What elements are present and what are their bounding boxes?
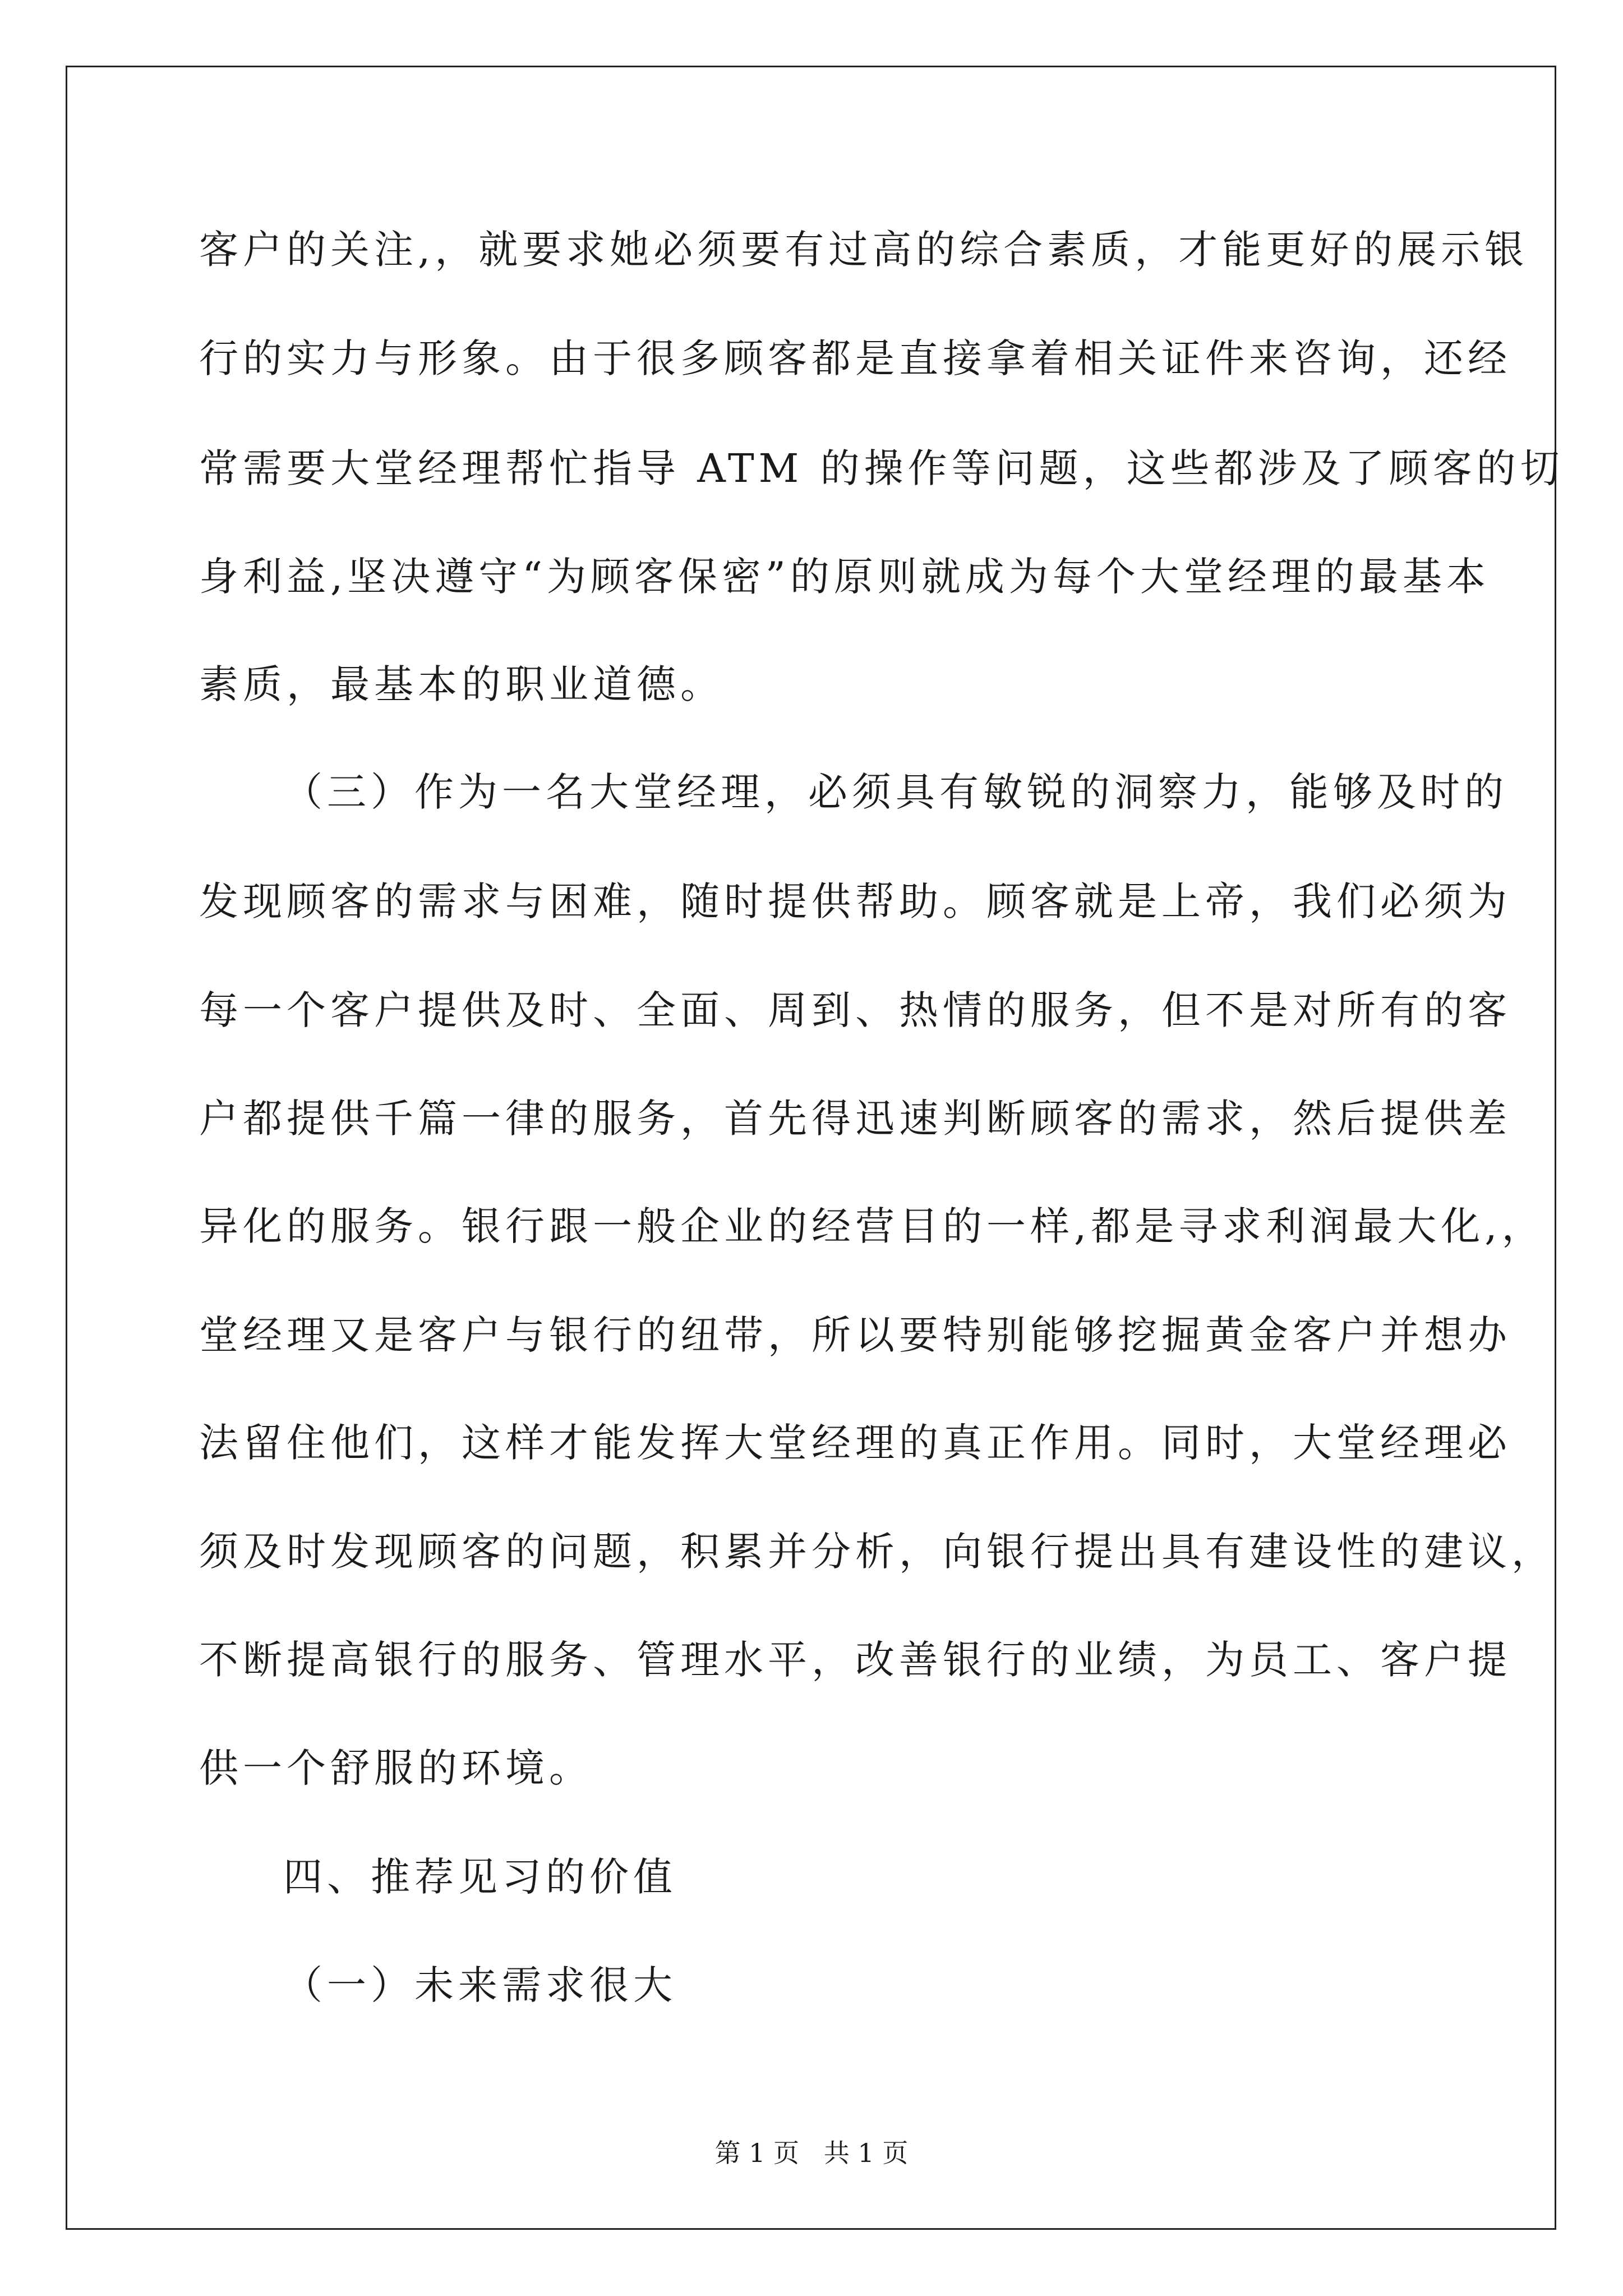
body-line-13: 须及时发现顾客的问题，积累并分析，向银行提出具有建设性的建议， <box>199 1529 1555 1575</box>
page-footer: 第 1 页 共 1 页 <box>714 2138 909 2168</box>
page-border <box>66 66 1556 2230</box>
body-line-12: 法留住他们，这样才能发挥大堂经理的真正作用。同时，大堂经理必 <box>199 1420 1511 1466</box>
body-line-4: 身利益,坚决遵守“为顾客保密”的原则就成为每个大堂经理的最基本 <box>199 554 1490 600</box>
subsection-heading-1: （一）未来需求很大 <box>283 1962 677 2008</box>
paragraph-3-start: （三）作为一名大堂经理，必须具有敏锐的洞察力，能够及时的 <box>283 769 1508 815</box>
body-line-9: 户都提供千篇一律的服务，首先得迅速判断顾客的需求，然后提供差 <box>199 1096 1511 1142</box>
body-line-1: 客户的关注,，就要求她必须要有过高的综合素质，才能更好的展示银 <box>199 227 1529 273</box>
body-line-8: 每一个客户提供及时、全面、周到、热情的服务，但不是对所有的客 <box>199 987 1511 1033</box>
body-line-11: 堂经理又是客户与银行的纽带，所以要特别能够挖掘黄金客户并想办 <box>199 1312 1511 1358</box>
body-line-10: 异化的服务。银行跟一般企业的经营目的一样,都是寻求利润最大化,， <box>199 1203 1546 1249</box>
section-heading-4: 四、推荐见习的价值 <box>283 1854 677 1900</box>
body-line-5: 素质，最基本的职业道德。 <box>199 661 724 707</box>
body-line-14: 不断提高银行的服务、管理水平，改善银行的业绩，为员工、客户提 <box>199 1637 1511 1683</box>
body-line-2: 行的实力与形象。由于很多顾客都是直接拿着相关证件来咨询，还经 <box>199 335 1511 381</box>
body-line-7: 发现顾客的需求与困难，随时提供帮助。顾客就是上帝，我们必须为 <box>199 878 1511 924</box>
body-line-15: 供一个舒服的环境。 <box>199 1745 593 1791</box>
body-line-3: 常需要大堂经理帮忙指导 ATM 的操作等问题，这些都涉及了顾客的切 <box>199 445 1564 491</box>
